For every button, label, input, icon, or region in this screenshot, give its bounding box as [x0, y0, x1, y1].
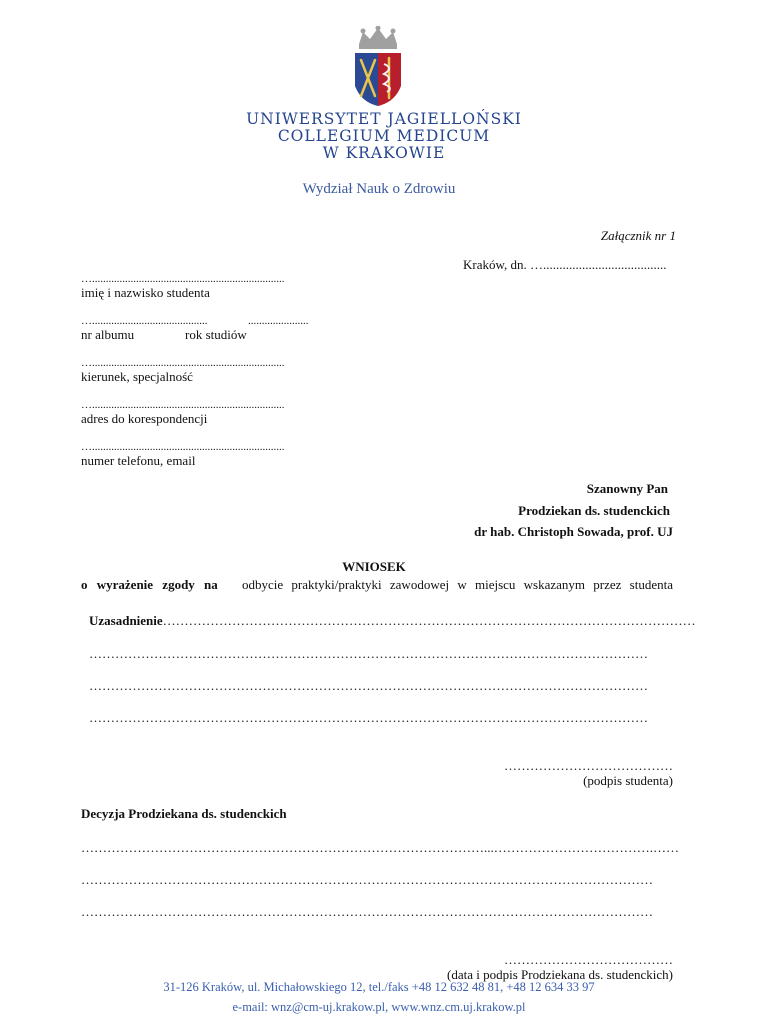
student-signature-label: (podpis studenta): [583, 773, 673, 788]
footer-contact: e-mail: wnz@cm-uj.krakow.pl, www.wnz.cm.uj.krakow.pl: [232, 1000, 526, 1014]
contact-label: numer telefonu, email: [81, 453, 196, 468]
address-dots: …......................................................................: [81, 399, 285, 411]
album-number-label: nr albumu: [81, 327, 135, 342]
faculty-name: Wydział Nauk o Zdrowiu: [302, 181, 456, 197]
contact-dots: …......................................................................: [81, 441, 285, 453]
addressee-title: Prodziekan ds. studenckich: [518, 503, 670, 518]
request-subtitle-bold: o wyrażenie zgody na: [81, 577, 218, 592]
university-name-line1: UNIWERSYTET JAGIELLOŃSKI: [246, 110, 522, 128]
decision-line-2: ……………………………………………………………………………………………………………………: [81, 872, 653, 887]
request-subtitle: [81, 577, 673, 592]
field-of-study-dots: …......................................................................: [81, 357, 285, 369]
decision-line-3: ……………………………………………………………………………………………………………………: [81, 904, 653, 919]
dean-signature-label: (data i podpis Prodziekana ds. studenckich): [447, 967, 673, 982]
justification-label: Uzasadnienie: [89, 613, 163, 628]
justification-line-4: …………………………………………………………………………………………………………………: [89, 710, 648, 725]
crown-icon: [359, 26, 397, 49]
student-name-dots: …......................................................................: [81, 273, 285, 285]
field-of-study-label: kierunek, specjalność: [81, 369, 193, 384]
decision-title: Decyzja Prodziekana ds. studenckich: [81, 806, 287, 821]
footer-address: 31-126 Kraków, ul. Michałowskiego 12, tel./faks +48 12 632 48 81, +48 12 634 33 97: [163, 980, 595, 994]
dean-signature-dots: …………………………………: [504, 952, 673, 967]
attachment-label: Załącznik nr 1: [600, 228, 676, 243]
request-title: WNIOSEK: [342, 559, 406, 574]
addressee-name: dr hab. Christoph Sowada, prof. UJ: [474, 524, 673, 539]
decision-line-1: …………………………………………………………………………………...……………………………….……: [81, 840, 679, 855]
study-year-dots: ......................: [248, 315, 309, 327]
justification-line-3: …………………………………………………………………………………………………………………: [89, 678, 648, 693]
justification-line-2: …………………………………………………………………………………………………………………: [89, 646, 648, 661]
study-year-label: rok studiów: [185, 327, 247, 342]
justification-dots: ……………………………………………………………………………………………………………: [162, 613, 696, 628]
justification-row: [89, 613, 696, 628]
student-name-label: imię i nazwisko studenta: [81, 285, 210, 300]
university-name-line3: W KRAKOWIE: [322, 144, 446, 162]
university-crest-logo: [351, 26, 405, 110]
album-number-dots: …..........................................: [81, 315, 208, 327]
address-label: adres do korespondencji: [81, 411, 208, 426]
student-signature-dots: …………………………………: [504, 758, 673, 773]
university-name-line2: COLLEGIUM MEDICUM: [277, 127, 491, 145]
place-date-field: Kraków, dn. …......................................: [463, 257, 667, 272]
request-subtitle-text: odbycie praktyki/praktyki zawodowej w miejscu wskazanym przez studenta: [241, 577, 673, 592]
addressee-salutation: Szanowny Pan: [586, 481, 668, 496]
